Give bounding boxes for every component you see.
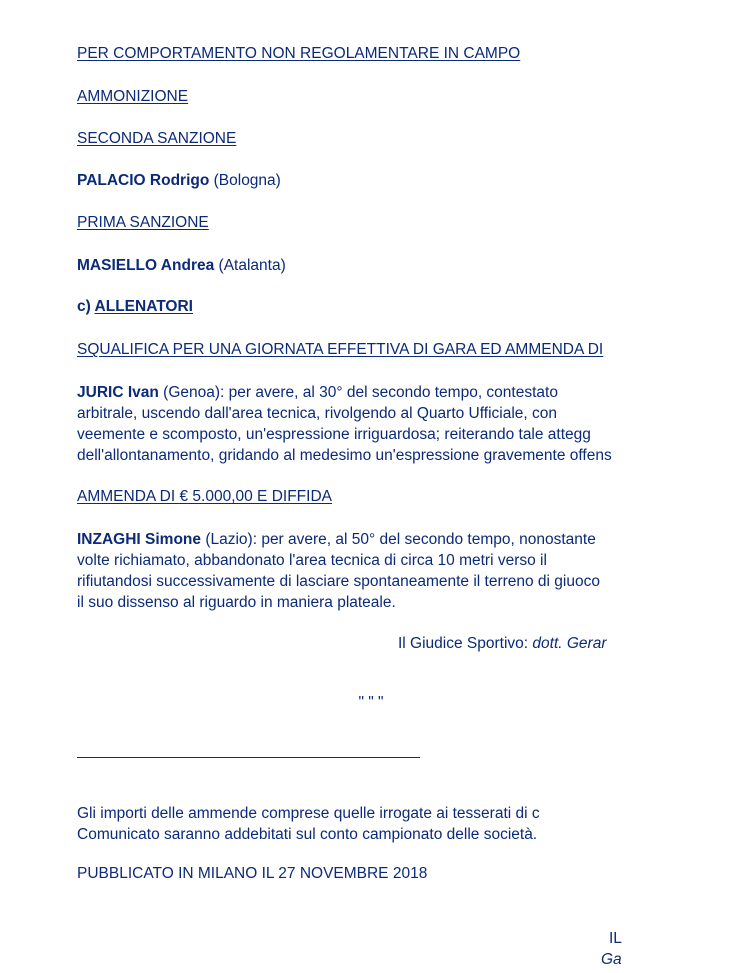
heading-squalifica: SQUALIFICA PER UNA GIORNATA EFFETTIVA DI GARA ED AMMENDA DI [77,341,604,358]
paragraph-line: INZAGHI Simone (Lazio): per avere, al 50° del secondo tempo, nonostante [77,531,596,548]
section-title: ALLENATORI [94,298,193,315]
paragraph-line: arbitrale, uscendo dall'area tecnica, rivolgendo al Quarto Ufficiale, con [77,405,558,422]
paragraph-line: dell'allontanamento, gridando al medesimo un'espressione gravemente offens [77,447,612,464]
published-line: PUBBLICATO IN MILANO IL 27 NOVEMBRE 2018 [77,865,428,882]
heading-ammenda: AMMENDA DI € 5.000,00 E DIFFIDA [77,488,332,505]
coach-name: INZAGHI Simone [77,531,202,548]
paragraph-line: veemente e scomposto, un'espressione irriguardosa; reiterando tale attegg [77,426,591,443]
entry-inzaghi [77,529,677,613]
player-club: (Bologna) [213,172,281,189]
signature-name: dott. Gerar [532,635,607,652]
entry-masiello [77,257,286,275]
paragraph-line: volte richiamato, abbandonato l'area tecnica di circa 10 metri verso il [77,552,547,569]
player-club: (Atalanta) [218,257,286,274]
heading-ammonizione: AMMONIZIONE [77,88,189,105]
paragraph-line: JURIC Ivan (Genoa): per avere, al 30° del secondo tempo, contestato [77,384,558,401]
heading-seconda-sanzione: SECONDA SANZIONE [77,130,237,147]
divider-line [77,757,420,758]
coach-name: JURIC Ivan [77,384,159,401]
signature [398,635,607,653]
footer-note [77,803,677,845]
player-name: PALACIO Rodrigo [77,172,210,189]
paragraph-line: il suo dissenso al riguardo in maniera plateale. [77,594,396,611]
signoff-label: IL [609,930,622,947]
entry-juric [77,382,677,466]
heading-conduct: PER COMPORTAMENTO NON REGOLAMENTARE IN CAMPO [77,45,521,62]
paragraph-line: Gli importi delle ammende comprese quelle irrogate ai tesserati di c [77,805,540,822]
heading-allenatori [77,298,193,316]
section-letter: c) [77,298,91,315]
player-name: MASIELLO Andrea [77,257,215,274]
heading-prima-sanzione: PRIMA SANZIONE [77,214,209,231]
signature-label: Il Giudice Sportivo: [398,635,529,652]
entry-palacio [77,172,281,190]
signoff-name: Ga [601,951,622,968]
quote-marks: " " " [358,694,384,711]
paragraph-line: rifiutandosi successivamente di lasciare spontaneamente il terreno di giuoco [77,573,600,590]
paragraph-line: Comunicato saranno addebitati sul conto campionato delle società. [77,826,538,843]
